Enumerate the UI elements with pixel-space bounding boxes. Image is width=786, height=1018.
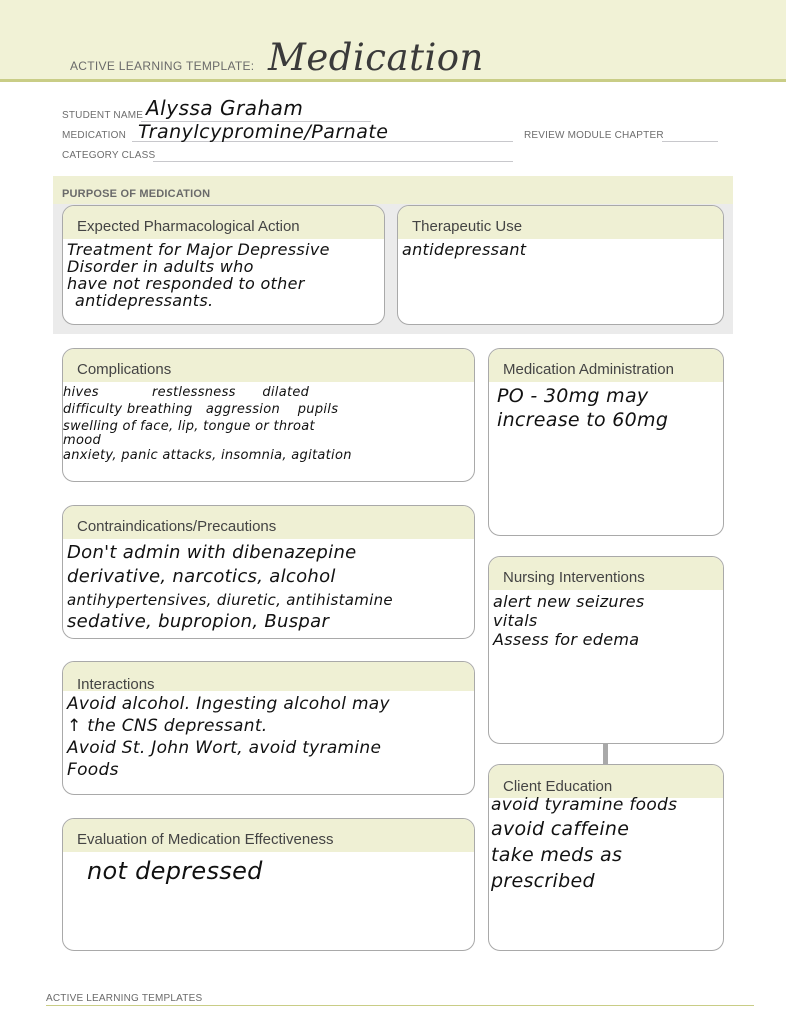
medication-administration-title: Medication Administration	[489, 349, 723, 382]
interactions-title: Interactions	[63, 662, 474, 691]
handwritten-line: mood	[63, 433, 102, 448]
handwritten-line: increase to 60mg	[497, 409, 669, 431]
footer-divider	[46, 1005, 754, 1006]
therapeutic-use-box	[397, 205, 724, 325]
expected-action-field[interactable]	[63, 239, 384, 309]
contraindications-box	[62, 505, 475, 639]
handwritten-line: Disorder in adults who	[67, 257, 254, 276]
handwritten-line: difficulty breathing aggression pupils	[63, 402, 339, 417]
handwritten-line: hives restlessness dilated	[63, 385, 310, 400]
complications-title: Complications	[63, 349, 474, 382]
medication-administration-field[interactable]	[489, 382, 723, 432]
nursing-interventions-field[interactable]	[489, 590, 723, 649]
handwritten-line: vitals	[493, 611, 538, 630]
review-module-chapter-label: REVIEW MODULE CHAPTER	[524, 130, 664, 141]
handwritten-line: Avoid alcohol. Ingesting alcohol may	[67, 694, 390, 714]
evaluation-box	[62, 818, 475, 951]
nursing-interventions-box	[488, 556, 724, 744]
client-education-title: Client Education	[489, 765, 723, 798]
handwritten-line: Assess for edema	[493, 630, 640, 649]
expected-action-box	[62, 205, 385, 325]
handwritten-line: Don't admin with dibenazepine	[67, 542, 357, 563]
review-module-chapter-field[interactable]	[662, 141, 718, 142]
page-title: Medication	[268, 36, 484, 79]
complications-field[interactable]	[63, 382, 474, 464]
therapeutic-use-title: Therapeutic Use	[398, 206, 723, 239]
expected-action-title: Expected Pharmacological Action	[63, 206, 384, 239]
handwritten-line: avoid caffeine	[491, 818, 630, 840]
handwritten-line: prescribed	[491, 870, 595, 892]
evaluation-title: Evaluation of Medication Effectiveness	[63, 819, 474, 852]
client-education-field[interactable]	[489, 792, 723, 894]
medication-field[interactable]: Tranylcypromine/Parnate	[138, 121, 389, 143]
handwritten-line: derivative, narcotics, alcohol	[67, 566, 336, 587]
evaluation-field[interactable]	[63, 852, 474, 886]
handwritten-line: avoid tyramine foods	[491, 795, 678, 815]
handwritten-line: alert new seizures	[493, 592, 645, 611]
interactions-box	[62, 661, 475, 795]
student-name-field[interactable]: Alyssa Graham	[146, 96, 304, 120]
handwritten-line: PO - 30mg may	[497, 385, 649, 407]
header-divider	[0, 79, 786, 82]
complications-box	[62, 348, 475, 482]
handwritten-line: anxiety, panic attacks, insomnia, agitation	[63, 448, 352, 463]
handwritten-line: ↑ the CNS depressant.	[67, 716, 268, 736]
therapeutic-use-field[interactable]	[398, 239, 723, 258]
category-class-field[interactable]	[153, 161, 513, 162]
template-label: ACTIVE LEARNING TEMPLATE:	[70, 59, 255, 73]
handwritten-line: Foods	[67, 760, 119, 780]
handwritten-line: antihypertensives, diuretic, antihistamine	[67, 591, 393, 609]
medication-administration-box	[488, 348, 724, 536]
connector-line	[603, 743, 608, 765]
handwritten-line: antidepressant	[402, 240, 527, 259]
handwritten-line: take meds as	[491, 844, 623, 866]
handwritten-line: Treatment for Major Depressive	[67, 240, 330, 259]
handwritten-line: have not responded to other	[67, 274, 305, 293]
contraindications-title: Contraindications/Precautions	[63, 506, 474, 539]
footer-label: ACTIVE LEARNING TEMPLATES	[46, 993, 203, 1004]
handwritten-line: swelling of face, lip, tongue or throat	[63, 419, 315, 434]
nursing-interventions-title: Nursing Interventions	[489, 557, 723, 590]
contraindications-field[interactable]	[63, 539, 474, 633]
interactions-field[interactable]	[63, 691, 474, 781]
handwritten-line: antidepressants.	[75, 291, 214, 310]
student-name-label: STUDENT NAME	[62, 110, 144, 121]
handwritten-line: not depressed	[87, 857, 263, 885]
medication-label: MEDICATION	[62, 130, 127, 141]
category-class-label: CATEGORY CLASS	[62, 150, 156, 161]
purpose-label: PURPOSE OF MEDICATION	[62, 188, 211, 200]
handwritten-line: sedative, bupropion, Buspar	[67, 611, 330, 632]
handwritten-line: Avoid St. John Wort, avoid tyramine	[67, 738, 382, 758]
client-education-box	[488, 764, 724, 951]
